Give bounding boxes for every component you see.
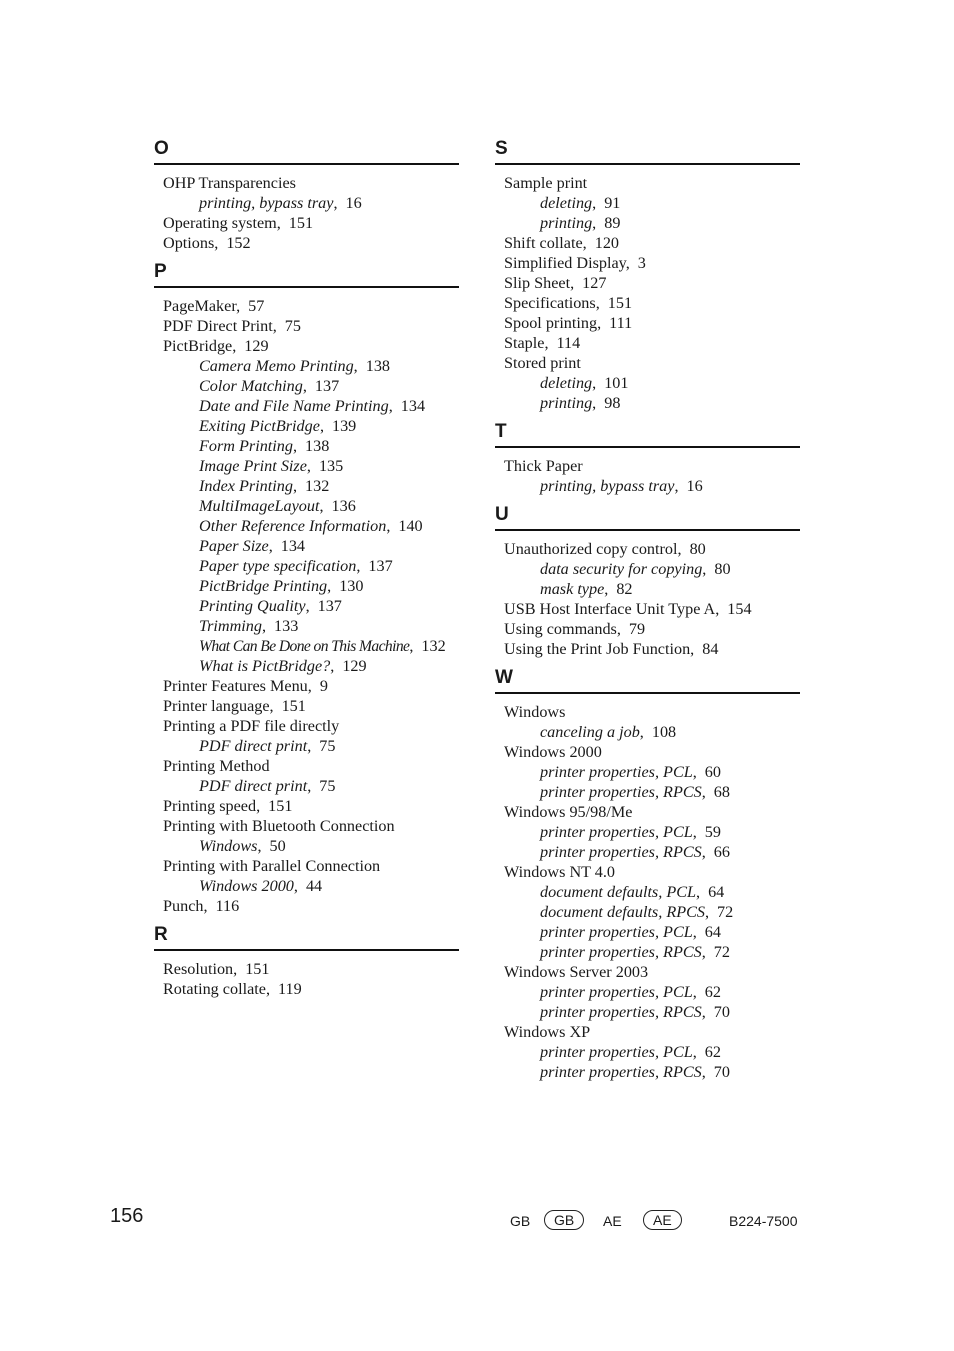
entry-term: Image Print Size (199, 457, 307, 475)
entry-term: What Can Be Done on This Machine (199, 638, 410, 655)
entry-page-number: 108 (651, 723, 677, 741)
index-subentry: PDF direct print, 75 (199, 737, 336, 755)
entry-page-number: 138 (305, 437, 330, 455)
index-section (495, 420, 800, 496)
entry-term: mask type (540, 580, 605, 598)
index-section (154, 137, 459, 253)
entry-term: Windows 2000 (199, 877, 294, 895)
entry-page-number: 135 (318, 457, 344, 475)
index-entry (504, 802, 800, 822)
entry-term: printer properties, PCL (540, 1043, 693, 1061)
index-subentry: Form Printing, 138 (199, 437, 330, 455)
entry-list (495, 173, 800, 413)
entry-term: printer properties, PCL (540, 923, 693, 941)
index-subentry: document defaults, PCL, 64 (540, 883, 725, 901)
entry-page-number: 80 (714, 560, 731, 578)
footer-region-label-gb: GB (510, 1213, 531, 1229)
index-subentry: Date and File Name Printing, 134 (199, 397, 426, 415)
entry-page-number: 66 (713, 843, 730, 861)
index-subentry: Color Matching, 137 (199, 377, 340, 395)
entry-term: OHP Transparencies (163, 174, 296, 192)
index-entry: Operating system, 151 (163, 214, 314, 232)
entry-page-number: 132 (421, 637, 446, 655)
index-entry: Punch, 116 (163, 897, 240, 915)
entry-term: Windows (199, 837, 258, 855)
entry-term: canceling a job (540, 723, 640, 741)
entry-page-number: 134 (280, 537, 306, 555)
entry-term: Printing Method (163, 757, 270, 775)
entry-term: printer properties, PCL (540, 983, 693, 1001)
entry-page-number: 64 (704, 923, 721, 941)
entry-term: document defaults, RPCS (540, 903, 705, 921)
entry-term: Color Matching (199, 377, 303, 395)
entry-term: Spool printing (504, 314, 598, 332)
entry-page-number: 137 (317, 597, 342, 615)
index-subentry: printer properties, PCL, 59 (540, 823, 721, 841)
index-subentry: document defaults, RPCS, 72 (540, 903, 734, 921)
section-letter: S (495, 138, 508, 159)
entry-page-number: 133 (274, 617, 299, 635)
index-subentry: printing, bypass tray, 16 (540, 477, 703, 495)
entry-page-number: 16 (345, 194, 362, 212)
index-entry: Options, 152 (163, 234, 251, 252)
entry-term: Printing with Bluetooth Connection (163, 817, 395, 835)
entry-term: printer properties, PCL (540, 763, 693, 781)
index-entry: Simplified Display, 3 (504, 254, 646, 272)
index-subentry: canceling a job, 108 (540, 723, 677, 741)
footer-doc-code: B224-7500 (729, 1213, 798, 1229)
index-subentry: printing, 98 (540, 394, 621, 412)
section-letter: W (495, 667, 513, 688)
index-section (495, 137, 800, 413)
section-divider (154, 949, 459, 951)
entry-term: Windows 2000 (504, 743, 602, 761)
entry-page-number: 137 (314, 377, 340, 395)
entry-term: Windows 95/98/Me (504, 803, 633, 821)
index-subentry: Windows 2000, 44 (199, 877, 323, 895)
entry-page-number: 116 (215, 897, 240, 915)
entry-term: data security for copying (540, 560, 703, 578)
index-entry (504, 173, 800, 193)
entry-term: Punch (163, 897, 204, 915)
entry-page-number: 89 (604, 214, 621, 232)
index-subentry: printer properties, RPCS, 70 (540, 1003, 730, 1021)
entry-term: Sample print (504, 174, 588, 192)
index-subentry: printer properties, PCL, 64 (540, 923, 721, 941)
index-subentry: MultiImageLayout, 136 (199, 497, 356, 515)
entry-term: deleting (540, 194, 593, 212)
index-subentry: printer properties, PCL, 62 (540, 1043, 721, 1061)
section-letter: P (154, 261, 167, 282)
entry-list (495, 539, 800, 659)
entry-term: Using commands (504, 620, 617, 638)
index-column-left (154, 137, 459, 1006)
entry-page-number: 79 (628, 620, 646, 638)
entry-page-number: 151 (607, 294, 633, 312)
index-entry: Printer language, 151 (163, 697, 306, 715)
index-entry (504, 1022, 800, 1042)
entry-term: Date and File Name Printing (199, 397, 389, 415)
entry-page-number: 84 (702, 640, 719, 658)
entry-page-number: 3 (637, 254, 646, 272)
entry-page-number: 130 (339, 577, 364, 595)
entry-term: Printer Features Menu (163, 677, 308, 695)
entry-page-number: 72 (717, 903, 734, 921)
section-letter: O (154, 138, 169, 159)
entry-page-number: 129 (342, 657, 367, 675)
entry-term: deleting (540, 374, 593, 392)
entry-term: Slip Sheet (504, 274, 571, 292)
index-subentry: Trimming, 133 (199, 617, 299, 635)
entry-term: Other Reference Information (199, 517, 387, 535)
entry-page-number: 62 (704, 1043, 721, 1061)
entry-term: Trimming (199, 617, 262, 635)
entry-page-number: 64 (708, 883, 725, 901)
index-entry: Specifications, 151 (504, 294, 633, 312)
index-entry: Printing speed, 151 (163, 797, 293, 815)
entry-term: Stored print (504, 354, 581, 372)
index-subentry: What is PictBridge?, 129 (199, 657, 367, 675)
section-letter: T (495, 421, 507, 442)
entry-term: printing (540, 394, 593, 412)
index-subentry: Exiting PictBridge, 139 (199, 417, 357, 435)
entry-term: Resolution (163, 960, 234, 978)
entry-term: printing, bypass tray (199, 194, 334, 212)
entry-page-number: 111 (609, 314, 633, 332)
entry-page-number: 136 (331, 497, 356, 515)
entry-page-number: 70 (713, 1003, 730, 1021)
index-subentry: What Can Be Done on This Machine, 132 (199, 637, 446, 655)
entry-page-number: 98 (604, 394, 621, 412)
index-entry (163, 716, 459, 736)
entry-term: Camera Memo Printing (199, 357, 354, 375)
index-subentry: Printing Quality, 137 (199, 597, 342, 615)
entry-term: printer properties, PCL (540, 823, 693, 841)
section-divider (495, 163, 800, 165)
entry-term: PageMaker (163, 297, 237, 315)
entry-page-number: 139 (331, 417, 357, 435)
index-subentry: Camera Memo Printing, 138 (199, 357, 390, 375)
entry-list (495, 456, 800, 496)
index-subentry: printer properties, PCL, 60 (540, 763, 721, 781)
index-subentry: PictBridge Printing, 130 (199, 577, 364, 595)
entry-list (495, 702, 800, 1082)
index-entry: PageMaker, 57 (163, 297, 265, 315)
page-footer (510, 1209, 800, 1233)
entry-page-number: 60 (704, 763, 721, 781)
index-section (495, 666, 800, 1082)
footer-region-label-ae: AE (603, 1213, 622, 1229)
entry-term: Windows (504, 703, 566, 721)
entry-page-number: 151 (288, 214, 314, 232)
entry-page-number: 140 (398, 517, 423, 535)
index-section (495, 503, 800, 659)
entry-page-number: 114 (556, 334, 581, 352)
index-column-right (495, 137, 800, 1089)
index-subentry: printer properties, RPCS, 68 (540, 783, 730, 801)
entry-term: PictBridge Printing (199, 577, 328, 595)
entry-page-number: 120 (594, 234, 619, 252)
entry-page-number: 91 (604, 194, 621, 212)
entry-term: Thick Paper (504, 457, 583, 475)
section-letter: R (154, 924, 168, 945)
entry-term: Unauthorized copy control (504, 540, 678, 558)
index-entry: Slip Sheet, 127 (504, 274, 607, 292)
index-subentry: printing, 89 (540, 214, 621, 232)
index-entry: Resolution, 151 (163, 960, 270, 978)
index-subentry: printing, bypass tray, 16 (199, 194, 362, 212)
index-entry: PDF Direct Print, 75 (163, 317, 301, 335)
index-entry (163, 756, 459, 776)
entry-term: Simplified Display (504, 254, 626, 272)
index-subentry: Paper type specification, 137 (199, 557, 393, 575)
entry-page-number: 137 (368, 557, 393, 575)
entry-term: Using the Print Job Function (504, 640, 691, 658)
index-entry: Using commands, 79 (504, 620, 646, 638)
index-subentry: deleting, 91 (540, 194, 621, 212)
index-section (154, 923, 459, 999)
entry-page-number: 151 (268, 797, 293, 815)
entry-page-number: 9 (319, 677, 328, 695)
index-entry: PictBridge, 129 (163, 337, 269, 355)
index-entry: Staple, 114 (504, 334, 581, 352)
index-entry (504, 353, 800, 373)
entry-page-number: 129 (244, 337, 269, 355)
entry-page-number: 75 (319, 737, 336, 755)
section-divider (154, 286, 459, 288)
entry-term: Printing a PDF file directly (163, 717, 340, 735)
index-entry (504, 862, 800, 882)
entry-page-number: 151 (281, 697, 306, 715)
entry-page-number: 127 (582, 274, 607, 292)
index-subentry: PDF direct print, 75 (199, 777, 336, 795)
entry-page-number: 68 (713, 783, 730, 801)
entry-list (154, 959, 459, 999)
entry-page-number: 119 (278, 980, 302, 998)
entry-term: PDF direct print (199, 737, 308, 755)
entry-term: document defaults, PCL (540, 883, 697, 901)
entry-page-number: 134 (400, 397, 426, 415)
index-entry: Unauthorized copy control, 80 (504, 540, 706, 558)
entry-term: Windows Server 2003 (504, 963, 649, 981)
entry-term: PDF Direct Print (163, 317, 273, 335)
entry-page-number: 72 (713, 943, 730, 961)
entry-page-number: 132 (305, 477, 330, 495)
index-subentry: Image Print Size, 135 (199, 457, 344, 475)
entry-page-number: 80 (689, 540, 706, 558)
entry-page-number: 57 (248, 297, 265, 315)
entry-term: Specifications (504, 294, 596, 312)
index-entry: Rotating collate, 119 (163, 980, 302, 998)
index-entry (504, 742, 800, 762)
index-subentry: mask type, 82 (540, 580, 633, 598)
index-subentry: data security for copying, 80 (540, 560, 731, 578)
entry-page-number: 62 (704, 983, 721, 1001)
index-subentry: Other Reference Information, 140 (199, 517, 423, 535)
entry-term: USB Host Interface Unit Type A (504, 600, 716, 618)
entry-term: Printer language (163, 697, 270, 715)
entry-page-number: 138 (365, 357, 390, 375)
entry-page-number: 50 (269, 837, 286, 855)
entry-term: Paper Size (199, 537, 269, 555)
page-number: 156 (110, 1205, 144, 1227)
index-subentry: printer properties, PCL, 62 (540, 983, 721, 1001)
index-subentry: deleting, 101 (540, 374, 629, 392)
section-divider (495, 446, 800, 448)
entry-term: Printing Quality (199, 597, 306, 615)
entry-list (154, 296, 459, 916)
entry-term: Index Printing (199, 477, 293, 495)
index-subentry: Paper Size, 134 (199, 537, 306, 555)
entry-term: printer properties, RPCS (540, 943, 702, 961)
entry-term: Options (163, 234, 215, 252)
entry-page-number: 82 (616, 580, 633, 598)
entry-term: printer properties, RPCS (540, 783, 702, 801)
entry-page-number: 154 (727, 600, 752, 618)
entry-page-number: 75 (319, 777, 336, 795)
index-entry (163, 816, 459, 836)
entry-term: Printing speed (163, 797, 257, 815)
entry-term: What is PictBridge? (199, 657, 331, 675)
index-entry (163, 856, 459, 876)
entry-term: Shift collate (504, 234, 583, 252)
entry-term: PDF direct print (199, 777, 308, 795)
index-entry: Shift collate, 120 (504, 234, 619, 252)
entry-term: MultiImageLayout (199, 497, 320, 515)
section-divider (495, 529, 800, 531)
entry-page-number: 152 (226, 234, 251, 252)
entry-page-number: 70 (713, 1063, 730, 1081)
entry-page-number: 16 (686, 477, 703, 495)
entry-term: Windows NT 4.0 (504, 863, 616, 881)
index-entry (163, 173, 459, 193)
entry-term: Form Printing (199, 437, 293, 455)
entry-term: printer properties, RPCS (540, 1003, 702, 1021)
footer-region-badge-gb: GB (544, 1210, 584, 1230)
index-subentry: Windows, 50 (199, 837, 286, 855)
index-entry: USB Host Interface Unit Type A, 154 (504, 600, 752, 618)
footer-region-badge-ae: AE (643, 1210, 682, 1230)
entry-term: Paper type specification (199, 557, 357, 575)
entry-term: Operating system (163, 214, 277, 232)
section-divider (154, 163, 459, 165)
index-subentry: printer properties, RPCS, 72 (540, 943, 730, 961)
index-entry (504, 962, 800, 982)
entry-page-number: 151 (245, 960, 270, 978)
index-entry (504, 456, 800, 476)
index-entry: Using the Print Job Function, 84 (504, 640, 719, 658)
entry-term: Staple (504, 334, 545, 352)
entry-term: Printing with Parallel Connection (163, 857, 381, 875)
entry-term: printer properties, RPCS (540, 1063, 702, 1081)
entry-page-number: 44 (305, 877, 323, 895)
entry-list (154, 173, 459, 253)
section-letter: U (495, 504, 509, 525)
entry-term: printer properties, RPCS (540, 843, 702, 861)
index-entry (504, 702, 800, 722)
entry-term: Rotating collate (163, 980, 266, 998)
entry-page-number: 59 (704, 823, 721, 841)
entry-term: printing, bypass tray (540, 477, 675, 495)
entry-page-number: 75 (284, 317, 301, 335)
index-entry: Printer Features Menu, 9 (163, 677, 328, 695)
index-subentry: printer properties, RPCS, 66 (540, 843, 730, 861)
entry-page-number: 101 (604, 374, 629, 392)
entry-term: Windows XP (504, 1023, 591, 1041)
index-subentry: Index Printing, 132 (199, 477, 330, 495)
index-subentry: printer properties, RPCS, 70 (540, 1063, 730, 1081)
index-entry: Spool printing, 111 (504, 314, 633, 332)
index-section (154, 260, 459, 916)
entry-term: printing (540, 214, 593, 232)
section-divider (495, 692, 800, 694)
entry-term: PictBridge (163, 337, 233, 355)
entry-term: Exiting PictBridge (199, 417, 320, 435)
